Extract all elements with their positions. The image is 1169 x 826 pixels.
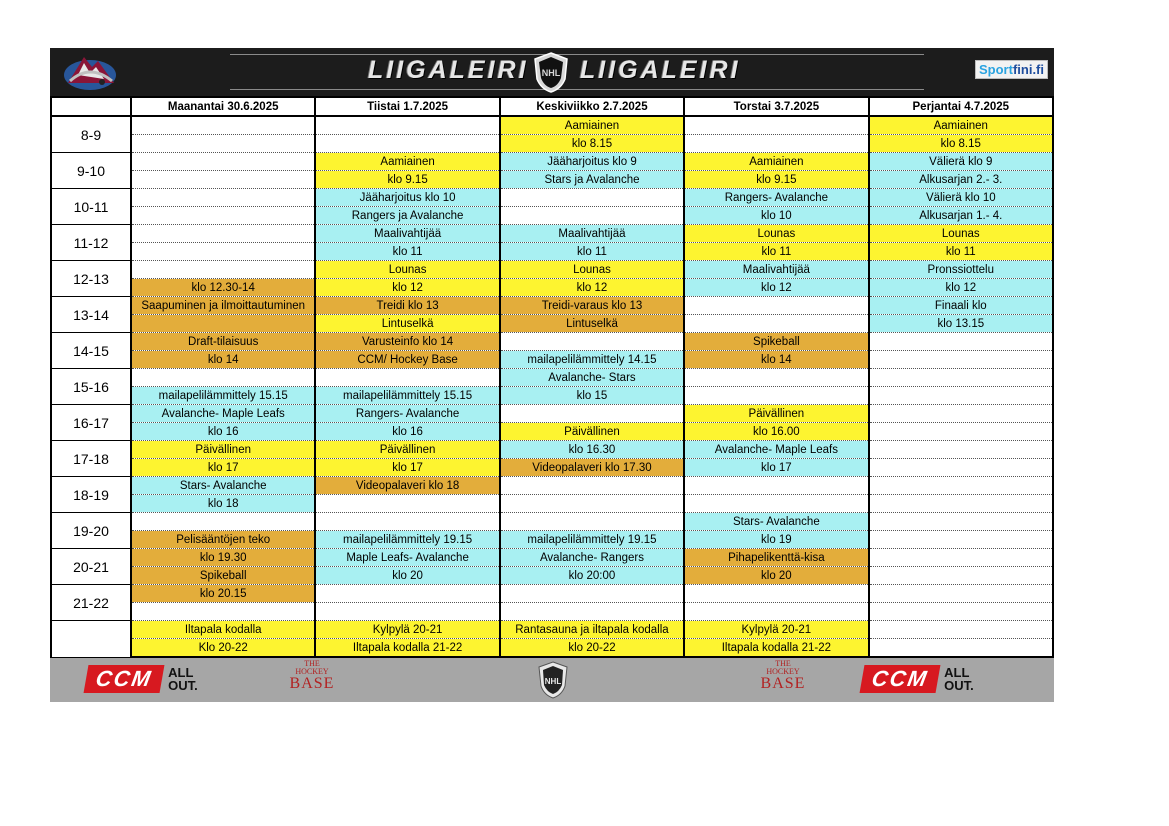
schedule-cell: Lounas — [315, 261, 499, 279]
time-slot-label — [51, 621, 131, 658]
day-header: Tiistai 1.7.2025 — [315, 97, 499, 116]
schedule-cell: Kylpylä 20-21 — [684, 621, 868, 639]
schedule-cell: klo 12 — [684, 279, 868, 297]
sportfin-logo-icon — [975, 60, 1048, 79]
schedule-cell — [315, 495, 499, 513]
schedule-cell — [869, 351, 1053, 369]
schedule-cell: Klo 20-22 — [131, 639, 315, 658]
schedule-cell: Stars ja Avalanche — [500, 171, 684, 189]
schedule-cell: Lounas — [500, 261, 684, 279]
schedule-table — [50, 96, 1054, 658]
schedule-cell: klo 11 — [869, 243, 1053, 261]
schedule-cell: mailapelilämmittely 19.15 — [500, 531, 684, 549]
schedule-cell: klo 12 — [500, 279, 684, 297]
schedule-row — [51, 459, 1053, 477]
schedule-row — [51, 441, 1053, 459]
schedule-row — [51, 171, 1053, 189]
schedule-cell: klo 8.15 — [500, 135, 684, 153]
schedule-cell — [131, 513, 315, 531]
schedule-row — [51, 261, 1053, 279]
schedule-cell — [315, 603, 499, 621]
schedule-cell: Päivällinen — [131, 441, 315, 459]
schedule-cell: Rantasauna ja iltapala kodalla — [500, 621, 684, 639]
schedule-cell: mailapelilämmittely 15.15 — [315, 387, 499, 405]
schedule-cell: Spikeball — [684, 333, 868, 351]
schedule-row — [51, 639, 1053, 658]
schedule-cell — [315, 116, 499, 135]
time-slot-label: 15-16 — [51, 369, 131, 405]
schedule-row — [51, 585, 1053, 603]
schedule-cell: Aamiainen — [684, 153, 868, 171]
schedule-row — [51, 621, 1053, 639]
schedule-cell: Välierä klo 10 — [869, 189, 1053, 207]
schedule-cell: klo 20 — [315, 567, 499, 585]
time-slot-label: 8-9 — [51, 116, 131, 153]
schedule-cell — [684, 387, 868, 405]
schedule-cell — [131, 603, 315, 621]
schedule-row — [51, 423, 1053, 441]
schedule-cell: klo 20 — [684, 567, 868, 585]
schedule-cell: Iltapala kodalla — [131, 621, 315, 639]
schedule-cell — [315, 369, 499, 387]
schedule-cell: Välierä klo 9 — [869, 153, 1053, 171]
ccm-logo-icon — [862, 665, 974, 693]
schedule-row — [51, 135, 1053, 153]
hockey-base-logo-icon: THE HOCKEY BASE — [760, 659, 806, 692]
schedule-cell: Treidi klo 13 — [315, 297, 499, 315]
schedule-cell: Stars- Avalanche — [131, 477, 315, 495]
schedule-cell: klo 17 — [684, 459, 868, 477]
svg-text:NHL: NHL — [544, 677, 562, 686]
schedule-cell — [869, 477, 1053, 495]
schedule-row — [51, 369, 1053, 387]
schedule-row — [51, 225, 1053, 243]
schedule-cell — [131, 116, 315, 135]
schedule-cell: Jääharjoitus klo 9 — [500, 153, 684, 171]
schedule-cell: Draft-tilaisuus — [131, 333, 315, 351]
sponsor-suffix: fini.fi — [1012, 62, 1044, 77]
schedule-row — [51, 513, 1053, 531]
schedule-cell — [131, 153, 315, 171]
schedule-cell: Lintuselkä — [315, 315, 499, 333]
schedule-cell — [500, 189, 684, 207]
schedule-row — [51, 567, 1053, 585]
time-slot-label: 12-13 — [51, 261, 131, 297]
schedule-cell: klo 18 — [131, 495, 315, 513]
schedule-row — [51, 297, 1053, 315]
schedule-cell — [315, 135, 499, 153]
schedule-cell — [684, 297, 868, 315]
schedule-cell: Spikeball — [131, 567, 315, 585]
schedule-row — [51, 243, 1053, 261]
schedule-cell: Videopalaveri klo 17.30 — [500, 459, 684, 477]
schedule-cell — [869, 531, 1053, 549]
schedule-cell: Iltapala kodalla 21-22 — [684, 639, 868, 658]
schedule-cell — [500, 513, 684, 531]
schedule-cell: Aamiainen — [869, 116, 1053, 135]
schedule-row — [51, 153, 1053, 171]
time-slot-label: 10-11 — [51, 189, 131, 225]
schedule-row — [51, 315, 1053, 333]
schedule-row — [51, 333, 1053, 351]
corner-cell — [51, 97, 131, 116]
schedule-cell: klo 16 — [131, 423, 315, 441]
schedule-cell: klo 17 — [131, 459, 315, 477]
avalanche-logo-icon — [62, 51, 118, 93]
nhl-shield-icon — [532, 51, 570, 93]
schedule-sheet — [50, 48, 1054, 702]
day-header: Maanantai 30.6.2025 — [131, 97, 315, 116]
ccm-logo-icon — [86, 665, 198, 693]
schedule-cell — [500, 207, 684, 225]
schedule-cell: Maalivahtijää — [684, 261, 868, 279]
schedule-cell: klo 10 — [684, 207, 868, 225]
schedule-cell: Päivällinen — [684, 405, 868, 423]
allout-label: ALL OUT. — [168, 665, 198, 693]
schedule-cell — [500, 495, 684, 513]
schedule-cell: klo 12 — [869, 279, 1053, 297]
schedule-cell: klo 13.15 — [869, 315, 1053, 333]
schedule-cell — [684, 315, 868, 333]
schedule-cell: CCM/ Hockey Base — [315, 351, 499, 369]
schedule-cell: klo 11 — [315, 243, 499, 261]
sponsor-footer — [50, 658, 1054, 702]
schedule-cell: klo 19 — [684, 531, 868, 549]
schedule-cell: klo 14 — [684, 351, 868, 369]
time-slot-label: 21-22 — [51, 585, 131, 621]
day-header: Torstai 3.7.2025 — [684, 97, 868, 116]
schedule-cell — [131, 189, 315, 207]
schedule-row — [51, 116, 1053, 135]
schedule-cell — [869, 639, 1053, 658]
nhl-shield-icon — [536, 660, 570, 700]
schedule-cell — [131, 261, 315, 279]
schedule-cell — [131, 171, 315, 189]
schedule-cell — [131, 315, 315, 333]
schedule-row — [51, 603, 1053, 621]
schedule-cell: mailapelilämmittely 15.15 — [131, 387, 315, 405]
schedule-cell: klo 11 — [684, 243, 868, 261]
schedule-cell: klo 8.15 — [869, 135, 1053, 153]
schedule-cell — [684, 603, 868, 621]
time-slot-label: 11-12 — [51, 225, 131, 261]
schedule-cell — [500, 585, 684, 603]
sponsor-prefix: Sport — [979, 62, 1013, 77]
schedule-cell: klo 16.30 — [500, 441, 684, 459]
schedule-cell — [869, 495, 1053, 513]
schedule-cell: Alkusarjan 2.- 3. — [869, 171, 1053, 189]
schedule-cell — [500, 603, 684, 621]
schedule-cell: Päivällinen — [315, 441, 499, 459]
schedule-row — [51, 531, 1053, 549]
schedule-cell: klo 12.30-14 — [131, 279, 315, 297]
schedule-cell: Rangers- Avalanche — [315, 405, 499, 423]
schedule-cell — [869, 513, 1053, 531]
brand-title-left: LIIGALEIRI — [368, 56, 529, 84]
schedule-row — [51, 405, 1053, 423]
schedule-cell — [869, 333, 1053, 351]
schedule-cell — [869, 603, 1053, 621]
schedule-cell: Iltapala kodalla 21-22 — [315, 639, 499, 658]
schedule-cell — [315, 585, 499, 603]
schedule-cell: Avalanche- Rangers — [500, 549, 684, 567]
time-slot-label: 9-10 — [51, 153, 131, 189]
schedule-cell: Pihapelikenttä-kisa — [684, 549, 868, 567]
schedule-cell: Treidi-varaus klo 13 — [500, 297, 684, 315]
schedule-cell — [684, 135, 868, 153]
schedule-cell: Päivällinen — [500, 423, 684, 441]
schedule-row — [51, 477, 1053, 495]
schedule-cell: Pronssiottelu — [869, 261, 1053, 279]
schedule-cell — [131, 135, 315, 153]
time-slot-label: 17-18 — [51, 441, 131, 477]
svg-text:NHL: NHL — [541, 68, 561, 78]
schedule-cell: klo 9.15 — [684, 171, 868, 189]
schedule-cell — [869, 621, 1053, 639]
schedule-cell: klo 14 — [131, 351, 315, 369]
schedule-cell — [131, 369, 315, 387]
hockey-base-logo-icon: THE HOCKEY BASE — [289, 659, 335, 692]
schedule-cell — [684, 585, 868, 603]
schedule-cell: Maple Leafs- Avalanche — [315, 549, 499, 567]
schedule-cell: Saapuminen ja ilmoittautuminen — [131, 297, 315, 315]
schedule-cell: Avalanche- Maple Leafs — [131, 405, 315, 423]
schedule-cell: Rangers ja Avalanche — [315, 207, 499, 225]
brand-title-right: LIIGALEIRI — [580, 56, 741, 84]
schedule-cell: klo 20-22 — [500, 639, 684, 658]
schedule-cell — [684, 369, 868, 387]
schedule-cell: klo 19.30 — [131, 549, 315, 567]
header-rule — [230, 89, 924, 90]
schedule-cell: klo 9.15 — [315, 171, 499, 189]
schedule-cell — [869, 369, 1053, 387]
schedule-cell: Lounas — [684, 225, 868, 243]
schedule-cell: Avalanche- Maple Leafs — [684, 441, 868, 459]
schedule-cell — [131, 243, 315, 261]
day-header-row — [51, 97, 1053, 116]
schedule-cell — [869, 549, 1053, 567]
schedule-cell — [869, 459, 1053, 477]
schedule-cell: Lounas — [869, 225, 1053, 243]
day-header: Perjantai 4.7.2025 — [869, 97, 1053, 116]
schedule-cell: Stars- Avalanche — [684, 513, 868, 531]
schedule-row — [51, 495, 1053, 513]
schedule-row — [51, 549, 1053, 567]
time-slot-label: 18-19 — [51, 477, 131, 513]
schedule-cell: klo 16 — [315, 423, 499, 441]
schedule-row — [51, 351, 1053, 369]
schedule-cell: mailapelilämmittely 14.15 — [500, 351, 684, 369]
schedule-cell — [131, 207, 315, 225]
schedule-cell: Maalivahtijää — [500, 225, 684, 243]
schedule-body — [51, 116, 1053, 657]
schedule-row — [51, 189, 1053, 207]
ccm-mark: CCM — [860, 665, 941, 693]
schedule-cell: klo 15 — [500, 387, 684, 405]
schedule-cell: klo 16.00 — [684, 423, 868, 441]
allout-label: ALL OUT. — [944, 665, 974, 693]
schedule-cell: Kylpylä 20-21 — [315, 621, 499, 639]
schedule-cell — [869, 387, 1053, 405]
schedule-cell — [869, 423, 1053, 441]
schedule-cell — [684, 477, 868, 495]
header-rule — [230, 54, 924, 55]
schedule-cell — [500, 405, 684, 423]
schedule-cell — [131, 225, 315, 243]
schedule-cell: Avalanche- Stars — [500, 369, 684, 387]
time-slot-label: 14-15 — [51, 333, 131, 369]
schedule-cell — [500, 333, 684, 351]
schedule-cell — [500, 477, 684, 495]
time-slot-label: 16-17 — [51, 405, 131, 441]
schedule-cell: Jääharjoitus klo 10 — [315, 189, 499, 207]
schedule-cell: klo 20:00 — [500, 567, 684, 585]
schedule-cell: Maalivahtijää — [315, 225, 499, 243]
time-slot-label: 13-14 — [51, 297, 131, 333]
schedule-cell — [869, 405, 1053, 423]
ccm-mark: CCM — [84, 665, 165, 693]
schedule-cell — [869, 441, 1053, 459]
schedule-cell — [684, 116, 868, 135]
schedule-row — [51, 387, 1053, 405]
schedule-cell — [684, 495, 868, 513]
schedule-cell: klo 17 — [315, 459, 499, 477]
time-slot-label: 20-21 — [51, 549, 131, 585]
schedule-row — [51, 279, 1053, 297]
schedule-cell: mailapelilämmittely 19.15 — [315, 531, 499, 549]
schedule-cell: klo 12 — [315, 279, 499, 297]
schedule-cell: Aamiainen — [315, 153, 499, 171]
header-banner — [50, 48, 1054, 96]
schedule-cell — [869, 585, 1053, 603]
schedule-cell — [315, 513, 499, 531]
schedule-cell: Lintuselkä — [500, 315, 684, 333]
schedule-cell: Videopalaveri klo 18 — [315, 477, 499, 495]
schedule-cell: Pelisääntöjen teko — [131, 531, 315, 549]
schedule-cell: Varusteinfo klo 14 — [315, 333, 499, 351]
time-slot-label: 19-20 — [51, 513, 131, 549]
schedule-cell: Alkusarjan 1.- 4. — [869, 207, 1053, 225]
schedule-cell: Finaali klo — [869, 297, 1053, 315]
schedule-cell: Rangers- Avalanche — [684, 189, 868, 207]
day-header: Keskiviikko 2.7.2025 — [500, 97, 684, 116]
schedule-cell — [869, 567, 1053, 585]
schedule-cell: klo 11 — [500, 243, 684, 261]
schedule-cell: Aamiainen — [500, 116, 684, 135]
schedule-row — [51, 207, 1053, 225]
schedule-cell: klo 20.15 — [131, 585, 315, 603]
